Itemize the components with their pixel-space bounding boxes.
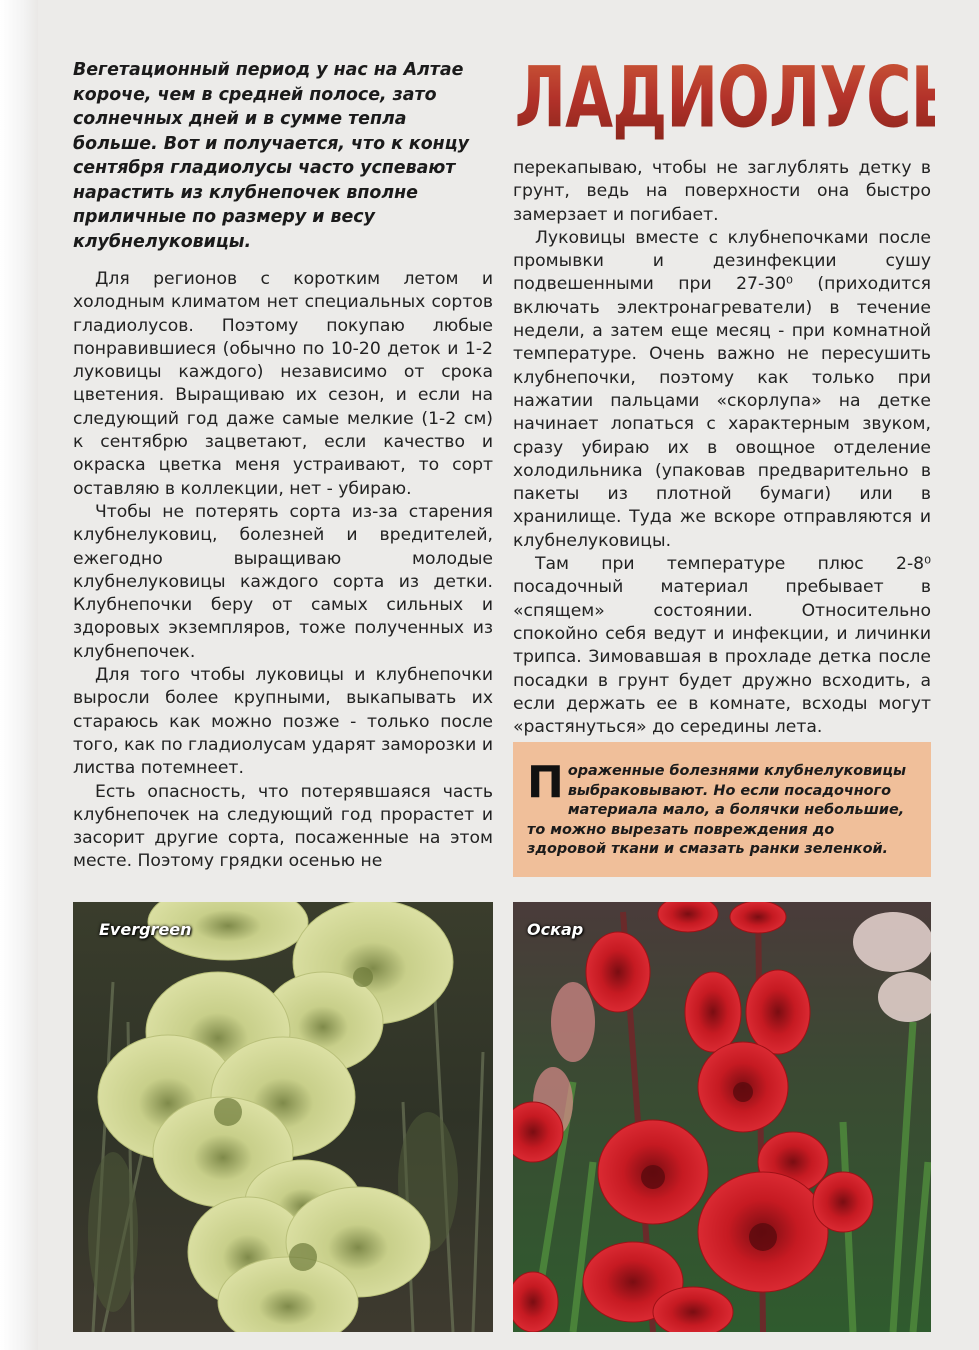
paragraph: Для регионов с коротким летом и холодным климатом нет специальных сортов гладиолусов. Поэтому покупаю любые понравившиеся (обычно по 10-20 деток и 1-2 луковицы каждого) независимо от срока цветения. Выращиваю их сезон, и если на следующий год даже самые мелкие (1-2 см) к сентябрю зацветают, если качество и окраска цветка меня устраивают, то сорт оставляю в коллекции, нет - убираю. <box>73 269 493 499</box>
photo-evergreen <box>73 902 493 1332</box>
article-title: ГЛАДИОЛУСЫ <box>515 33 935 161</box>
paragraph: Луковицы вместе с клубнепочками после промывки и дезинфекции сушу подвешенными при 27-30⁰ (приходится включать электронагреватели) в течение недели, а затем еще месяц - при комнатной температуре. Очень важно не пересушить клубнепочки, поэтому как только при нажатии пальцами «скорлупа» на детке начинает лопаться с характерным звуком, сразу убираю их в овощное отделение холодильника (упаковав предварительно в пакеты из плотной бумаги) или в хранилище. Туда же вскоре отправляются и клубнелуковицы. <box>513 227 931 551</box>
callout-text <box>527 757 917 860</box>
callout-box <box>513 742 931 877</box>
callout-body: ораженные болезнями клубнелуковицы выбраковывают. Но если посадочного материала мало, а болячки небольшие, то можно вырезать повреждения до здоровой ткани и смазать ранки зеленкой. <box>527 763 906 858</box>
oskar-illustration <box>513 902 931 1332</box>
paragraph: перекапываю, чтобы не заглублять детку в грунт, ведь на поверхности она быстро замерзает и погибает. <box>513 158 931 225</box>
photo-caption: Оскар <box>527 920 584 939</box>
right-column <box>513 157 931 739</box>
paragraph: Для того чтобы луковицы и клубнепочки выросли более крупными, выкапывать их стараюсь как можно позже - только после того, как по гладиолусам ударят заморозки и листва потемнеет. <box>73 665 493 779</box>
paragraph: Чтобы не потерять сорта из-за старения клубнелуковиц, болезней и вредителей, ежегодно выращиваю молодые клубнелуковицы каждого сорта из детки. Клубнепочки беру от самых сильных и здоровых экземпляров, тоже полученных из клубнепочек. <box>73 501 493 662</box>
left-column <box>73 268 493 874</box>
callout-dropcap: П <box>527 757 564 808</box>
paragraph: Там при температуре плюс 2-8⁰ посадочный материал пребывает в «спящем» состоянии. Относительно спокойно себя ведут и инфекции, и личинки трипса. Зимовавшая в прохладе детка после посадки в грунт будет дружно всходить, а если держать ее в комнате, всходы могут «растянуться» до середины лета. <box>513 554 931 738</box>
photo-caption: Evergreen <box>99 920 192 939</box>
paragraph: Есть опасность, что потерявшаяся часть клубнепочек на следующий год прорастет и засорит другие сорта, посаженные на этом месте. Поэтому грядки осенью не <box>73 781 493 872</box>
evergreen-illustration <box>73 902 493 1332</box>
intro-lead: Вегетационный период у нас на Алтае короче, чем в средней полосе, зато солнечных дней и в сумме тепла больше. Вот и получается, что к концу сентября гладиолусы часто успевают нарастить из клубнепочек вполне приличные по размеру и весу клубнелуковицы. <box>73 60 469 252</box>
photo-oskar <box>513 902 931 1332</box>
page-edge <box>0 0 38 1350</box>
